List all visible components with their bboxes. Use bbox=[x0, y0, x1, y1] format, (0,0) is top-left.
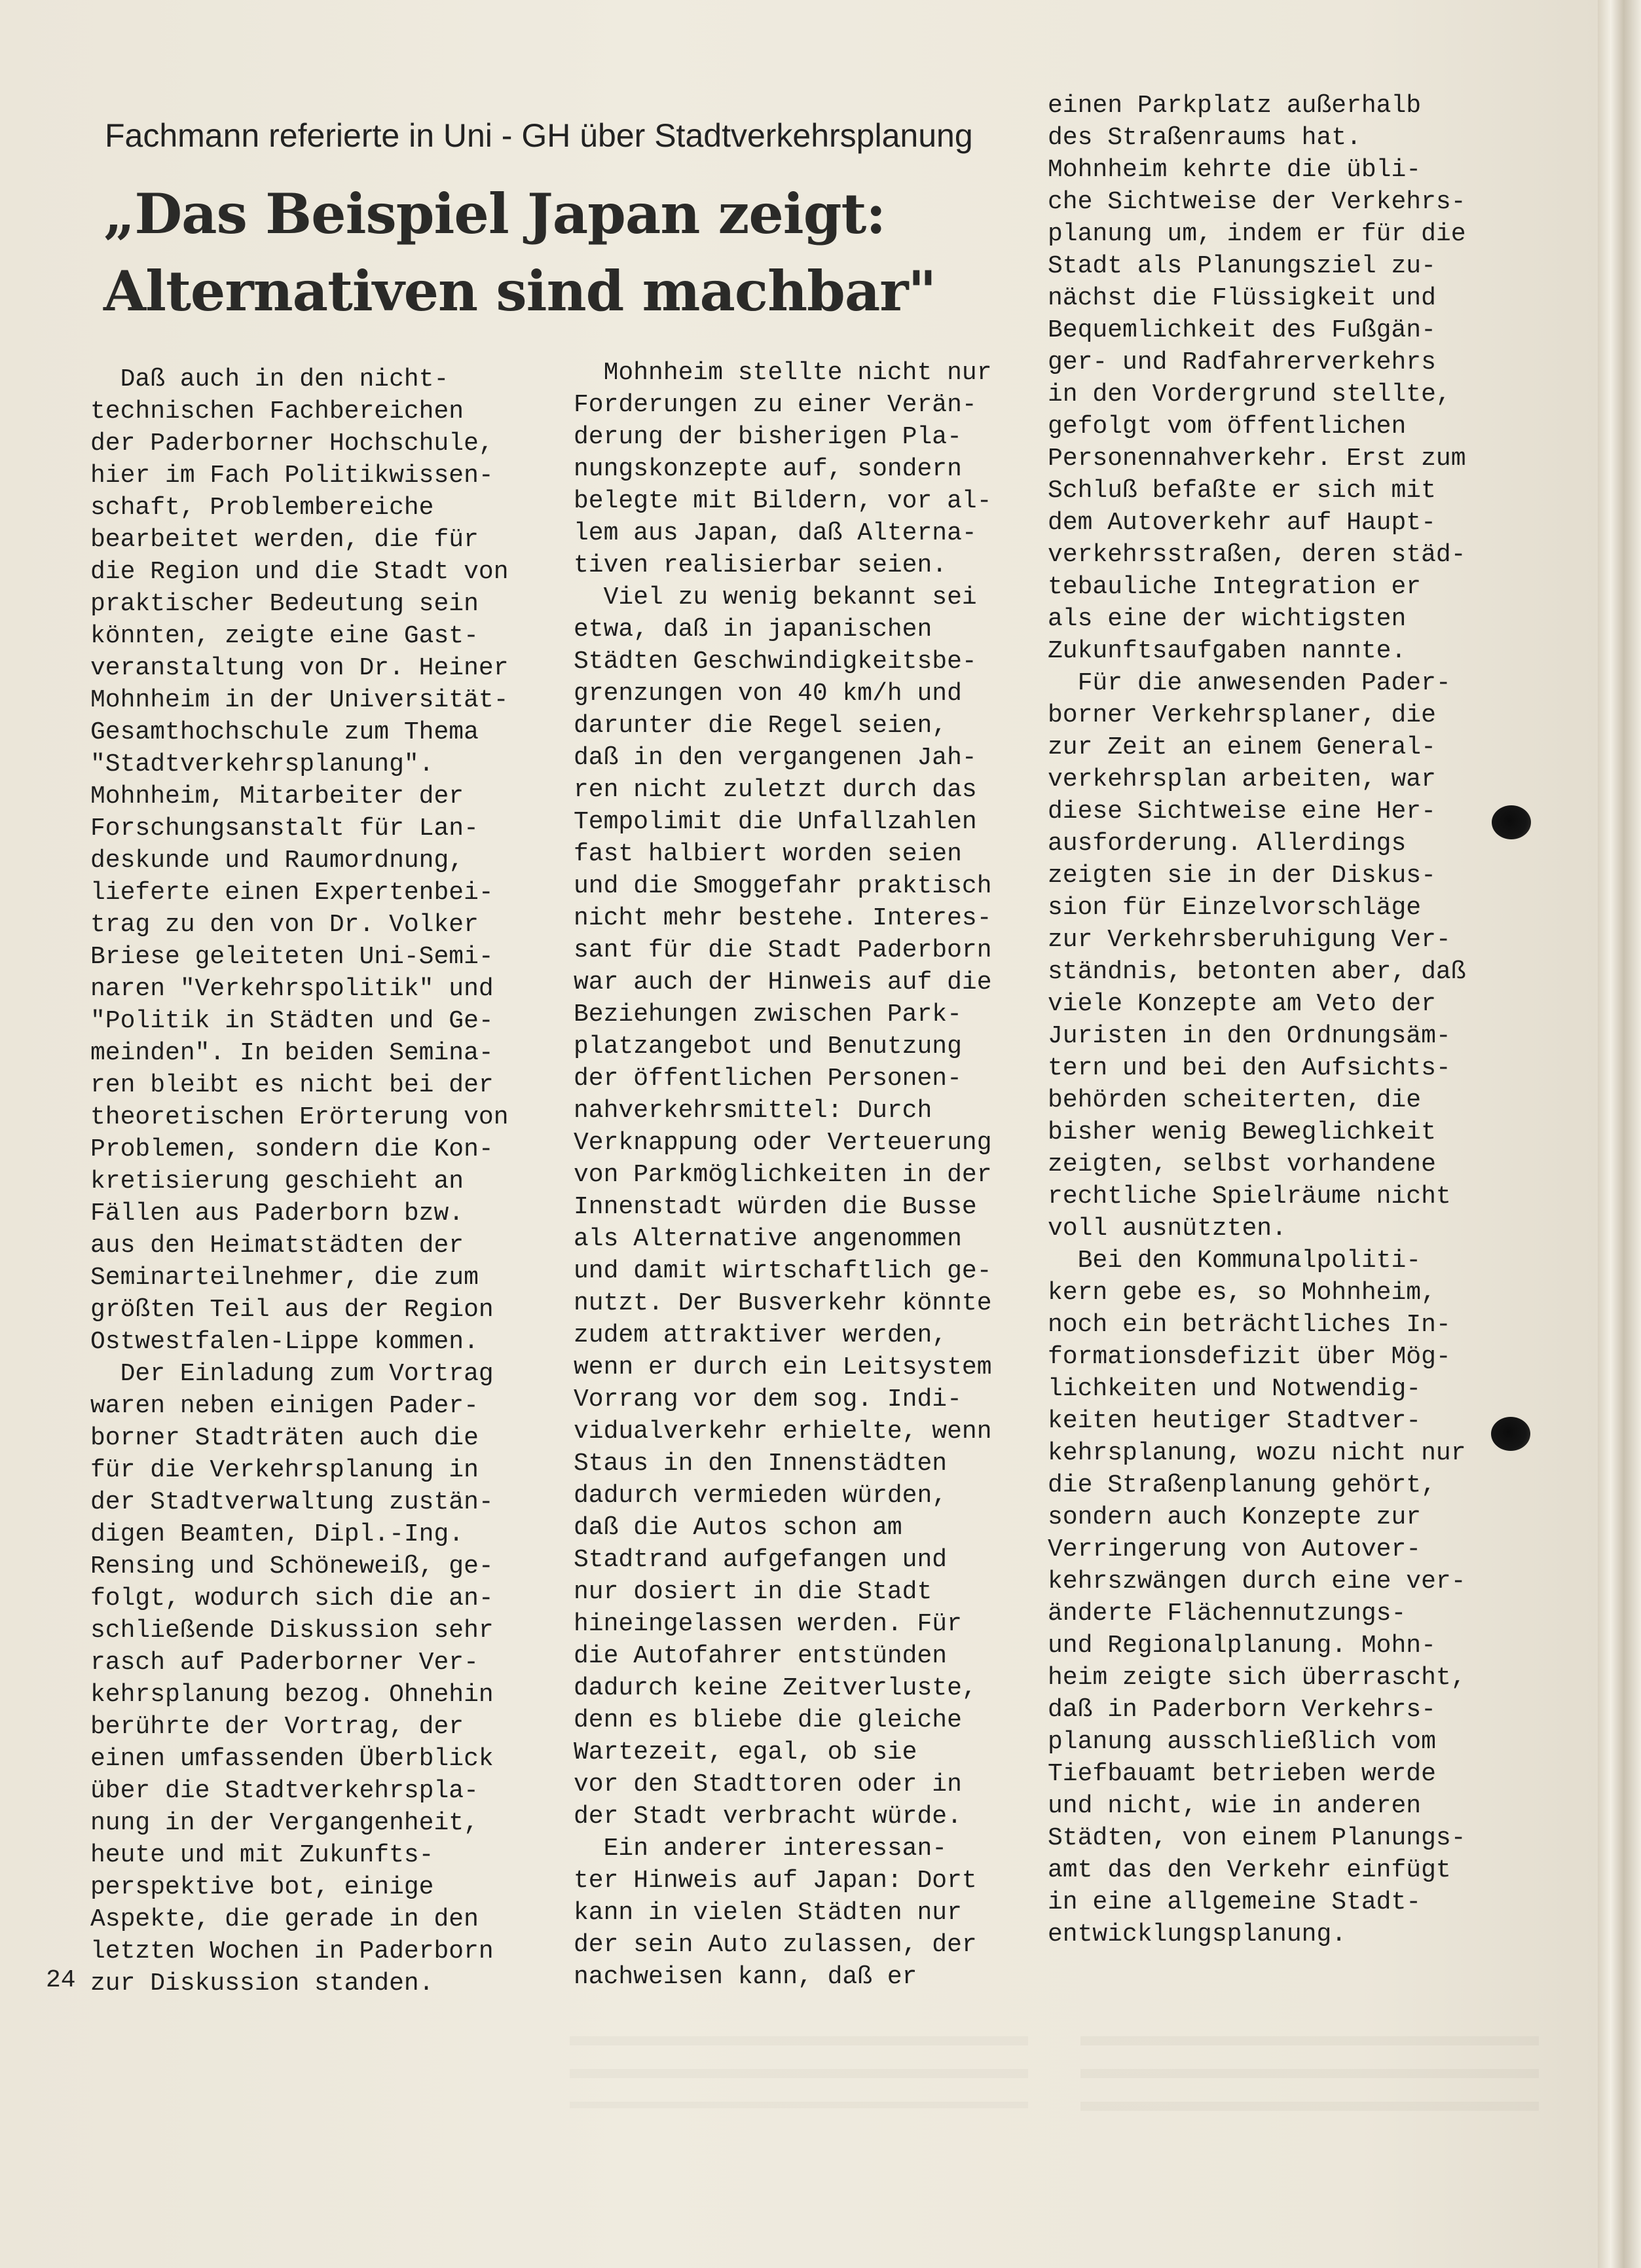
text-line: vidualverkehr erhielte, wenn bbox=[574, 1418, 992, 1446]
page-edge bbox=[1598, 0, 1641, 2268]
text-line: daß in Paderborn Verkehrs- bbox=[1048, 1696, 1436, 1724]
article-column-3 bbox=[1048, 90, 1519, 1950]
text-line: folgt, wodurch sich die an- bbox=[90, 1584, 494, 1613]
text-line: Verknappung oder Verteuerung bbox=[574, 1129, 992, 1157]
text-line: schließende Diskussion sehr bbox=[90, 1617, 494, 1645]
text-line: gefolgt vom öffentlichen bbox=[1048, 412, 1407, 441]
text-line: Der Einladung zum Vortrag bbox=[90, 1360, 494, 1388]
text-line: und die Smoggefahr praktisch bbox=[574, 872, 992, 900]
text-line: platzangebot und Benutzung bbox=[574, 1033, 962, 1061]
text-line: darunter die Regel seien, bbox=[574, 712, 948, 740]
text-line: Tempolimit die Unfallzahlen bbox=[574, 808, 977, 836]
text-line: Mohnheim, Mitarbeiter der bbox=[90, 782, 464, 811]
text-line: deskunde und Raumordnung, bbox=[90, 847, 464, 875]
text-line: naren "Verkehrspolitik" und bbox=[90, 975, 494, 1003]
text-line: berührte der Vortrag, der bbox=[90, 1713, 464, 1741]
text-line: einen umfassenden Überblick bbox=[90, 1745, 494, 1773]
text-line: belegte mit Bildern, vor al- bbox=[574, 487, 992, 515]
text-line: Gesamthochschule zum Thema bbox=[90, 718, 479, 746]
text-line: formationsdefizit über Mög- bbox=[1048, 1343, 1451, 1371]
text-line: "Stadtverkehrsplanung". bbox=[90, 750, 434, 778]
text-line: Verringerung von Autover- bbox=[1048, 1535, 1422, 1564]
text-line: Vorrang vor dem sog. Indi- bbox=[574, 1385, 962, 1414]
text-line: Schluß befaßte er sich mit bbox=[1048, 477, 1436, 505]
text-line: hineingelassen werden. Für bbox=[574, 1610, 962, 1638]
text-line: nächst die Flüssigkeit und bbox=[1048, 284, 1436, 312]
text-line: trag zu den von Dr. Volker bbox=[90, 911, 479, 939]
text-line: nungskonzepte auf, sondern bbox=[574, 455, 962, 483]
text-line: Problemen, sondern die Kon- bbox=[90, 1135, 494, 1163]
text-line: nachweisen kann, daß er bbox=[574, 1963, 917, 1991]
text-line: als Alternative angenommen bbox=[574, 1225, 962, 1253]
text-line: Innenstadt würden die Busse bbox=[574, 1193, 977, 1221]
text-line: in den Vordergrund stellte, bbox=[1048, 380, 1451, 409]
text-line: einen Parkplatz außerhalb bbox=[1048, 92, 1422, 120]
text-line: Staus in den Innenstädten bbox=[574, 1450, 948, 1478]
text-line: sondern auch Konzepte zur bbox=[1048, 1503, 1422, 1531]
text-line: dem Autoverkehr auf Haupt- bbox=[1048, 509, 1436, 537]
text-line: Viel zu wenig bekannt sei bbox=[574, 583, 977, 612]
text-line: kehrsplanung, wozu nicht nur bbox=[1048, 1439, 1466, 1467]
text-line: ständnis, betonten aber, daß bbox=[1048, 958, 1466, 986]
punch-hole bbox=[1491, 1417, 1530, 1451]
page-number: 24 bbox=[46, 1966, 76, 1994]
text-line: noch ein beträchtliches In- bbox=[1048, 1311, 1451, 1339]
text-line: kehrszwängen durch eine ver- bbox=[1048, 1567, 1466, 1596]
text-line: und damit wirtschaftlich ge- bbox=[574, 1257, 992, 1285]
text-line: der Paderborner Hochschule, bbox=[90, 430, 494, 458]
text-line: nung in der Vergangenheit, bbox=[90, 1809, 479, 1837]
text-line: Tiefbauamt betrieben werde bbox=[1048, 1760, 1436, 1788]
text-line: Briese geleiteten Uni-Semi- bbox=[90, 943, 494, 971]
text-line: derung der bisherigen Pla- bbox=[574, 423, 962, 451]
text-line: rasch auf Paderborner Ver- bbox=[90, 1649, 479, 1677]
text-line: sant für die Stadt Paderborn bbox=[574, 936, 992, 964]
text-line: planung um, indem er für die bbox=[1048, 220, 1466, 248]
text-line: fast halbiert worden seien bbox=[574, 840, 962, 868]
headline-line-2: Alternativen sind machbar" bbox=[103, 259, 936, 323]
text-line: meinden". In beiden Semina- bbox=[90, 1039, 494, 1067]
text-line: nutzt. Der Busverkehr könnte bbox=[574, 1289, 992, 1317]
text-line: waren neben einigen Pader- bbox=[90, 1392, 479, 1420]
text-line: etwa, daß in japanischen bbox=[574, 615, 932, 644]
text-line: keiten heutiger Stadtver- bbox=[1048, 1407, 1422, 1435]
text-line: viele Konzepte am Veto der bbox=[1048, 990, 1436, 1018]
text-line: zudem attraktiver werden, bbox=[574, 1321, 948, 1349]
text-line: praktischer Bedeutung sein bbox=[90, 590, 479, 618]
text-line: grenzungen von 40 km/h und bbox=[574, 680, 962, 708]
text-line: Zukunftsaufgaben nannte. bbox=[1048, 637, 1407, 665]
text-line: Forderungen zu einer Verän- bbox=[574, 391, 977, 419]
text-line: kretisierung geschieht an bbox=[90, 1167, 464, 1196]
text-line: änderte Flächennutzungs- bbox=[1048, 1600, 1407, 1628]
text-line: größten Teil aus der Region bbox=[90, 1296, 494, 1324]
text-line: der Stadtverwaltung zustän- bbox=[90, 1488, 494, 1516]
text-line: könnten, zeigte eine Gast- bbox=[90, 622, 479, 650]
bleed-through-shadow bbox=[570, 2036, 1028, 2108]
text-line: und nicht, wie in anderen bbox=[1048, 1792, 1422, 1820]
text-line: Seminarteilnehmer, die zum bbox=[90, 1264, 479, 1292]
text-line: Juristen in den Ordnungsäm- bbox=[1048, 1022, 1451, 1050]
text-line: rechtliche Spielräume nicht bbox=[1048, 1182, 1451, 1211]
text-line: in eine allgemeine Stadt- bbox=[1048, 1888, 1422, 1916]
text-line: über die Stadtverkehrspla- bbox=[90, 1777, 479, 1805]
text-line: verkehrsstraßen, deren städ- bbox=[1048, 541, 1466, 569]
text-line: Mohnheim stellte nicht nur bbox=[574, 359, 992, 387]
text-line: bearbeitet werden, die für bbox=[90, 526, 479, 554]
text-line: hier im Fach Politikwissen- bbox=[90, 462, 494, 490]
text-line: Forschungsanstalt für Lan- bbox=[90, 814, 479, 843]
text-line: Stadtrand aufgefangen und bbox=[574, 1546, 948, 1574]
text-line: zur Diskussion standen. bbox=[90, 1969, 434, 1998]
text-line: Mohnheim kehrte die übli- bbox=[1048, 156, 1422, 184]
text-line: dadurch vermieden würden, bbox=[574, 1482, 948, 1510]
text-line: amt das den Verkehr einfügt bbox=[1048, 1856, 1451, 1884]
text-line: "Politik in Städten und Ge- bbox=[90, 1007, 494, 1035]
text-line: kern gebe es, so Mohnheim, bbox=[1048, 1279, 1436, 1307]
text-line: ausforderung. Allerdings bbox=[1048, 830, 1407, 858]
text-line: technischen Fachbereichen bbox=[90, 397, 464, 426]
text-line: daß in den vergangenen Jah- bbox=[574, 744, 977, 772]
text-line: zeigten, selbst vorhandene bbox=[1048, 1150, 1436, 1179]
text-line: ger- und Radfahrerverkehrs bbox=[1048, 348, 1436, 376]
text-line: Aspekte, die gerade in den bbox=[90, 1905, 479, 1933]
text-line: Für die anwesenden Pader- bbox=[1048, 669, 1451, 697]
text-line: zur Zeit an einem General- bbox=[1048, 733, 1436, 761]
text-line: Fällen aus Paderborn bzw. bbox=[90, 1199, 464, 1228]
text-line: lem aus Japan, daß Alterna- bbox=[574, 519, 977, 547]
text-line: behörden scheiterten, die bbox=[1048, 1086, 1422, 1114]
text-line: ren nicht zuletzt durch das bbox=[574, 776, 977, 804]
text-line: nicht mehr bestehe. Interes- bbox=[574, 904, 992, 932]
text-line: von Parkmöglichkeiten in der bbox=[574, 1161, 992, 1189]
text-line: ter Hinweis auf Japan: Dort bbox=[574, 1867, 977, 1895]
text-line: der öffentlichen Personen- bbox=[574, 1065, 962, 1093]
text-line: für die Verkehrsplanung in bbox=[90, 1456, 479, 1484]
text-line: digen Beamten, Dipl.-Ing. bbox=[90, 1520, 464, 1548]
text-line: Stadt als Planungsziel zu- bbox=[1048, 252, 1436, 280]
text-line: Mohnheim in der Universität- bbox=[90, 686, 509, 714]
text-line: wenn er durch ein Leitsystem bbox=[574, 1353, 992, 1381]
text-line: zur Verkehrsberuhigung Ver- bbox=[1048, 926, 1451, 954]
text-line: Daß auch in den nicht- bbox=[90, 365, 449, 393]
text-line: die Region und die Stadt von bbox=[90, 558, 509, 586]
text-line: Rensing und Schöneweiß, ge- bbox=[90, 1552, 494, 1581]
text-line: kann in vielen Städten nur bbox=[574, 1899, 962, 1927]
article-column-1 bbox=[90, 363, 562, 2000]
text-line: veranstaltung von Dr. Heiner bbox=[90, 654, 509, 682]
text-line: sion für Einzelvorschläge bbox=[1048, 894, 1422, 922]
text-line: lieferte einen Expertenbei- bbox=[90, 879, 494, 907]
text-line: die Autofahrer entstünden bbox=[574, 1642, 948, 1670]
text-line: diese Sichtweise eine Her- bbox=[1048, 797, 1436, 826]
text-line: vor den Stadttoren oder in bbox=[574, 1770, 962, 1799]
text-line: Ostwestfalen-Lippe kommen. bbox=[90, 1328, 479, 1356]
text-line: bisher wenig Beweglichkeit bbox=[1048, 1118, 1436, 1146]
text-line: und Regionalplanung. Mohn- bbox=[1048, 1632, 1436, 1660]
text-line: zeigten sie in der Diskus- bbox=[1048, 862, 1436, 890]
text-line: borner Stadträten auch die bbox=[90, 1424, 479, 1452]
text-line: aus den Heimatstädten der bbox=[90, 1232, 464, 1260]
text-line: Bei den Kommunalpoliti- bbox=[1048, 1247, 1422, 1275]
text-line: voll ausnützten. bbox=[1048, 1215, 1287, 1243]
text-line: Städten, von einem Planungs- bbox=[1048, 1824, 1466, 1852]
text-line: letzten Wochen in Paderborn bbox=[90, 1937, 494, 1966]
text-line: Bequemlichkeit des Fußgän- bbox=[1048, 316, 1436, 344]
text-line: des Straßenraums hat. bbox=[1048, 124, 1361, 152]
text-line: perspektive bot, einige bbox=[90, 1873, 434, 1901]
text-line: che Sichtweise der Verkehrs- bbox=[1048, 188, 1466, 216]
article-kicker: Fachmann referierte in Uni - GH über Stadtverkehrsplanung bbox=[105, 117, 973, 154]
text-line: ren bleibt es nicht bei der bbox=[90, 1071, 494, 1099]
text-line: Beziehungen zwischen Park- bbox=[574, 1000, 962, 1029]
text-line: entwicklungsplanung. bbox=[1048, 1920, 1347, 1948]
text-line: heim zeigte sich überrascht, bbox=[1048, 1664, 1466, 1692]
text-line: als eine der wichtigsten bbox=[1048, 605, 1407, 633]
text-line: tern und bei den Aufsichts- bbox=[1048, 1054, 1451, 1082]
text-line: der sein Auto zulassen, der bbox=[574, 1931, 977, 1959]
text-line: tebauliche Integration er bbox=[1048, 573, 1422, 601]
text-line: denn es bliebe die gleiche bbox=[574, 1706, 962, 1734]
text-line: theoretischen Erörterung von bbox=[90, 1103, 509, 1131]
text-line: der Stadt verbracht würde. bbox=[574, 1802, 962, 1831]
text-line: Ein anderer interessan- bbox=[574, 1835, 948, 1863]
text-line: nur dosiert in die Stadt bbox=[574, 1578, 932, 1606]
text-line: tiven realisierbar seien. bbox=[574, 551, 948, 579]
bleed-through-shadow bbox=[1080, 2036, 1539, 2128]
article-column-2 bbox=[574, 357, 1045, 1993]
text-line: planung ausschließlich vom bbox=[1048, 1728, 1436, 1756]
text-line: nahverkehrsmittel: Durch bbox=[574, 1097, 932, 1125]
text-line: die Straßenplanung gehört, bbox=[1048, 1471, 1436, 1499]
punch-hole bbox=[1492, 805, 1531, 839]
text-line: Städten Geschwindigkeitsbe- bbox=[574, 648, 977, 676]
text-line: borner Verkehrsplaner, die bbox=[1048, 701, 1436, 729]
text-line: schaft, Problembereiche bbox=[90, 494, 434, 522]
text-line: daß die Autos schon am bbox=[574, 1514, 902, 1542]
text-line: dadurch keine Zeitverluste, bbox=[574, 1674, 977, 1702]
text-line: Personennahverkehr. Erst zum bbox=[1048, 445, 1466, 473]
headline-line-1: „Das Beispiel Japan zeigt: bbox=[103, 181, 886, 246]
text-line: verkehrsplan arbeiten, war bbox=[1048, 765, 1436, 794]
text-line: heute und mit Zukunfts- bbox=[90, 1841, 434, 1869]
article-headline bbox=[103, 175, 1046, 330]
text-line: war auch der Hinweis auf die bbox=[574, 968, 992, 997]
text-line: kehrsplanung bezog. Ohnehin bbox=[90, 1681, 494, 1709]
text-line: lichkeiten und Notwendig- bbox=[1048, 1375, 1422, 1403]
text-line: Wartezeit, egal, ob sie bbox=[574, 1738, 917, 1766]
